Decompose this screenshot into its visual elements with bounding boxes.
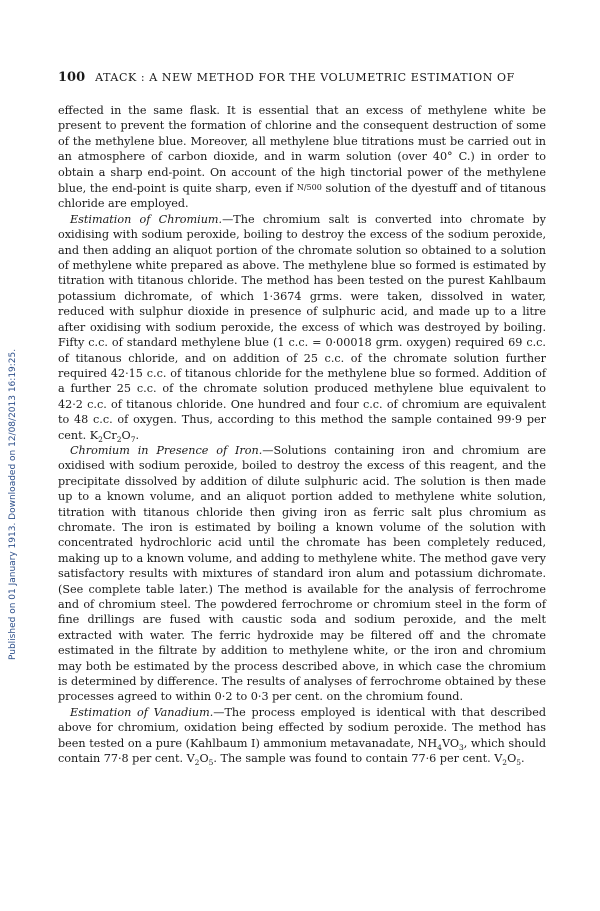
paragraph-text-continued: . The sample was found to contain 77·6 per cent. (213, 752, 495, 766)
section-heading: Estimation of Vanadium. (70, 705, 214, 719)
chemical-formula: $NH_4VO_3$ (417, 736, 464, 752)
article-body (58, 103, 546, 766)
paragraph (58, 443, 546, 705)
fraction: N/500 (296, 183, 322, 193)
page-number: 100 (58, 70, 86, 85)
paragraph (58, 103, 546, 212)
chemical-formula: $V_2O_5$. (494, 752, 525, 768)
section-heading: Estimation of Chromium. (70, 212, 223, 226)
paragraph (58, 212, 546, 443)
paragraph-text: —The process employed is identical with that described above for chromium, oxidation being effected by sodium peroxide. The method has been tested on a pure (Kahlbaum I) ammonium metavanadate, (58, 705, 546, 750)
paragraph-text-continued: solution of the dyestuff and of titanous chloride are employed. (58, 182, 546, 211)
paragraph-text: —Solutions containing iron and chromium are oxidised with sodium peroxide, boiled to destroy the excess of this reagent, and the precipitate dissolved by addition of dilute sulphuric acid. The solution is then made up to a known volume, and an aliquot portion added to methylene white solution, titration with titanous chloride then giving iron as ferric salt plus chromium as chromate. The iron is estimated by boiling a known volume of the solution with concentrated hydrochloric acid until the chromate has been completely reduced, making up to a known volume, and adding to methylene white. The method gave very satisfactory results with mixtures of standard iron alum and potassium dichromate. (See complete table later.) The method is available for the analysis of ferrochrome and of chromium steel. The powdered ferrochrome or chromium steel in the form of fine drillings are fused with caustic soda and sodium peroxide, and the melt extracted with water. The ferric hydroxide may be filtered off and the chromate estimated in the filtrate by addition to methylene white, or the iron and chromium may both be estimated by the process described above, in which case the chromium is determined by difference. The results of analyses of ferrochrome obtained by these processes agreed to within 0·2 to 0·3 per cent. on the chromium found. (58, 443, 547, 704)
download-watermark: Published on 01 January 1913. Downloaded on 12/08/2013 16:19:25. (8, 348, 18, 660)
chemical-formula: $K_2Cr_2O_7$. (89, 428, 140, 444)
paragraph-text: —The chromium salt is converted into chromate by oxidising with sodium peroxide, boiling to destroy the excess of the sodium peroxide, and then adding an aliquot portion of the chromate solution so obtained to a solution of methylene white prepared as above. The methylene blue so formed is estimated by titration with titanous chloride. The method has been tested on the purest Kahlbaum potassium dichromate, of which 1·3674 grms. were taken, dissolved in water, reduced with sulphur dioxide in presence of sulphuric acid, and made up to a litre after oxidising with sodium peroxide, the excess of which was destroyed by boiling. Fifty c.c. of standard methylene blue (1 c.c. = 0·00018 grm. oxygen) required 69 c.c. of titanous chloride, and on addition of 25 c.c. of the chromate solution further required 42·15 c.c. of titanous chloride for the methylene blue so formed. Addition of a further 25 c.c. of the chromate solution produced methylene blue equivalent to 42·2 c.c. of titanous chloride. One hundred and four c.c. of chromium are equivalent to 48 c.c. of oxygen. Thus, according to this method the sample contained 99·9 per cent. (58, 212, 546, 442)
paragraph-text-continued: , which should contain 77·8 per cent. (58, 736, 546, 766)
chemical-formula: $V_2O_5$ (186, 752, 214, 768)
paragraph (58, 705, 546, 767)
section-heading: Chromium in Presence of Iron. (70, 443, 263, 457)
running-title: ATACK : A NEW METHOD FOR THE VOLUMETRIC ESTIMATION OF (95, 71, 515, 84)
running-header (58, 70, 546, 85)
paragraph-text: effected in the same flask. It is essential that an excess of methylene white be present to prevent the formation of chlorine and the consequent destruction of some of the methylene blue. Moreover, all methylene blue titrations must be carried out in an atmosphere of carbon dioxide, and in warm solution (over 40° C.) in order to obtain a sharp end-point. On account of the high tinctorial power of the methylene blue, the end-point is quite sharp, even if (58, 104, 546, 196)
